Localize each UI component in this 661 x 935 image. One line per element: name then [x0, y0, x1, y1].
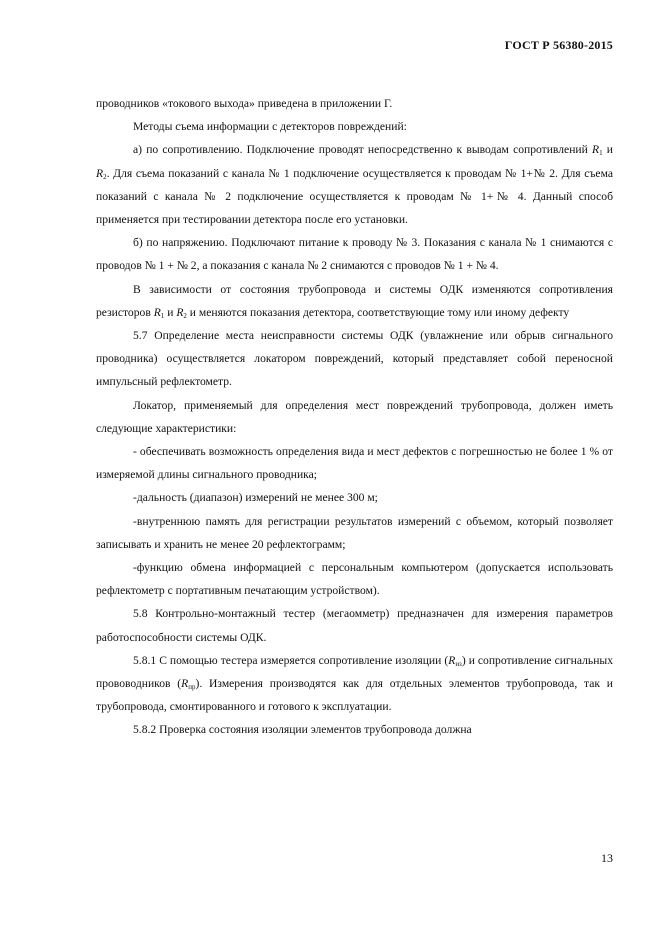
symbol-r-conductor-subscript: пр [188, 683, 196, 692]
symbol-r2-subscript: 2 [103, 172, 107, 181]
symbol-r1-subscript: 1 [160, 311, 165, 320]
paragraph-resistance-dependency [96, 278, 613, 324]
symbol-r-conductor: R [181, 677, 189, 691]
text-segment: и [602, 143, 613, 157]
text-segment: ). Измерения производятся как для отдельных элементов трубопровода, так и трубопровода, смонтированного и готового к эксплуатации. [96, 677, 613, 714]
text-segment: и [164, 305, 177, 319]
paragraph-section-5-8-2: 5.8.2 Проверка состояния изоляции элементов трубопровода должна [133, 723, 472, 737]
document-header-standard-id: ГОСТ Р 56380-2015 [504, 38, 613, 52]
text-segment: ) и сопротивление сигнальных прововодников ( [96, 653, 613, 691]
symbol-r1: R [153, 305, 161, 319]
text-segment: . Для съема показаний с канала № 1 подключение осуществляется к проводам № 1+№ 2. Для съема показаний с канала № 2 подключение осуществляется к проводам № 1+№ 4. Данный способ применяется при тестировании детектора после его установки. [96, 166, 613, 227]
list-item-range: -дальность (диапазон) измерений не менее 300 м; [133, 491, 378, 505]
text-segment: а) по сопротивлению. Подключение проводят непосредственно к выводам сопротивлений [133, 143, 592, 157]
document-body [96, 92, 613, 742]
paragraph-method-resistance [96, 138, 613, 231]
paragraph-section-5-8: 5.8 Контрольно-монтажный тестер (мегаомметр) предназначен для измерения параметров работоспособности системы ОДК. [96, 607, 613, 644]
symbol-r2: R [96, 166, 104, 180]
page-number: 13 [601, 851, 613, 865]
symbol-r1-subscript: 1 [599, 149, 603, 158]
paragraph-method-voltage: б) по напряжению. Подключают питание к проводу № 3. Показания с канала № 1 снимаются с проводов № 1 + № 2, а показания с канала № 2 снимаются с проводов № 1 + № 4. [96, 236, 613, 273]
list-item-memory: -внутреннюю память для регистрации результатов измерений с объемом, который позволяет записывать и хранить не менее 20 рефлектограмм; [96, 514, 613, 551]
text-segment: и меняются показания детектора, соответствующие тому или иному дефекту [186, 305, 570, 319]
symbol-r2-subscript: 2 [183, 311, 187, 320]
text-segment: В зависимости от состояния трубопровода и системы ОДК изменяются сопротивления резисторов [96, 282, 613, 319]
paragraph-section-5-7: 5.7 Определение места неисправности системы ОДК (увлажнение или обрыв сигнального проводника) осуществляется локатором повреждений, который представляет собой переносной импульсный рефлектометр. [96, 329, 613, 389]
paragraph-methods-heading: Методы съема информации с детекторов повреждений: [133, 120, 407, 134]
symbol-r-insulation-subscript: из [455, 659, 462, 668]
list-item-accuracy: - обеспечивать возможность определения вида и мест дефектов с погрешностью не более 1 % от измеряемой длины сигнального проводника; [96, 445, 613, 482]
paragraph-locator-requirements: Локатор, применяемый для определения мест повреждений трубопровода, должен иметь следующие характеристики: [96, 398, 613, 435]
paragraph-appendix-reference: проводников «токового выхода» приведена в приложении Г. [96, 97, 393, 110]
symbol-r2: R [176, 305, 184, 319]
symbol-r1: R [592, 143, 600, 157]
list-item-data-exchange: -функцию обмена информацией с персональным компьютером (допускается использовать рефлектометр с портативным печатающим устройством). [96, 561, 613, 598]
paragraph-section-5-8-1 [96, 649, 613, 719]
symbol-r-insulation: R [448, 653, 456, 667]
text-segment: 5.8.1 С помощью тестера измеряется сопротивление изоляции ( [133, 653, 449, 667]
